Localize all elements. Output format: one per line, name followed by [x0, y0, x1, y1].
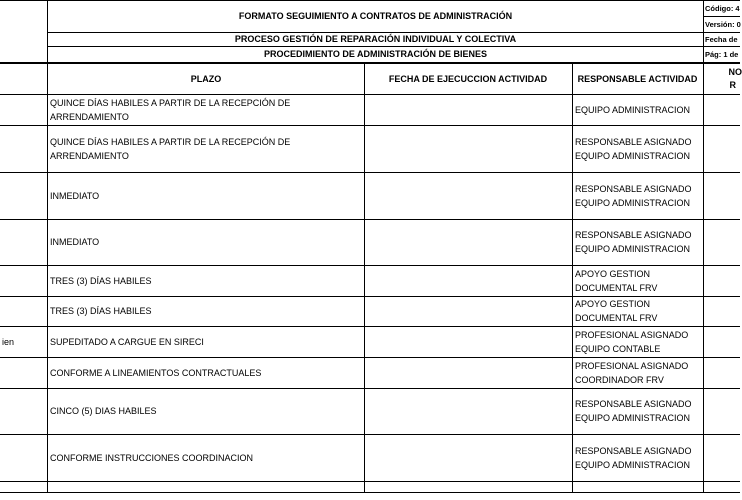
plazo-cell [48, 388, 364, 434]
responsable-cell [573, 388, 703, 434]
fecha-cell[interactable] [365, 357, 572, 388]
responsable-cell [573, 95, 703, 125]
fecha-cell[interactable] [365, 219, 572, 265]
responsable-line: PROFESIONAL ASIGNADO [575, 360, 689, 371]
responsable-line: RESPONSABLE ASIGNADO [575, 136, 692, 147]
col-header-cut-bottom: R [729, 80, 736, 90]
row-left-cell [0, 357, 47, 388]
plazo-line: INMEDIATO [50, 237, 100, 247]
fecha-cell[interactable] [365, 125, 572, 172]
plazo-cell [48, 125, 364, 172]
row-left-cell [0, 388, 47, 434]
row-left-cell [0, 265, 47, 296]
responsable-line: APOYO GESTION [575, 268, 651, 279]
row-left-cell [0, 219, 47, 265]
responsable-cell [573, 357, 703, 388]
responsable-line: APOYO GESTION [575, 299, 651, 309]
responsable-line: RESPONSABLE ASIGNADO [575, 445, 692, 456]
plazo-cell [48, 296, 364, 326]
row-left-cell [0, 172, 47, 219]
responsable-cell [573, 326, 703, 357]
responsable-cell [573, 434, 703, 481]
responsable-line: EQUIPO CONTABLE [575, 343, 661, 354]
fecha-cell[interactable] [365, 265, 572, 296]
meta-code: Código: 4 [705, 3, 740, 13]
plazo-line: CONFORME INSTRUCCIONES COORDINACION [50, 452, 254, 463]
plazo-line: SUPEDITADO A CARGUE EN SIRECI [50, 336, 204, 347]
plazo-line: CONFORME A LINEAMIENTOS CONTRACTUALES [50, 367, 262, 378]
responsable-line: PROFESIONAL ASIGNADO [575, 329, 689, 340]
fecha-cell[interactable] [365, 95, 572, 125]
plazo-line: ARRENDAMIENTO [50, 112, 129, 122]
meta-version: Versión: 0 [705, 19, 741, 29]
responsable-line: EQUIPO ADMINISTRACION [575, 413, 691, 423]
row-left-cell [0, 125, 47, 172]
plazo-line: CINCO (5) DIAS HABILES [50, 406, 157, 416]
fecha-cell[interactable] [365, 326, 572, 357]
row-left-cell [0, 95, 47, 125]
responsable-line: EQUIPO ADMINISTRACION [575, 150, 691, 161]
process-title: PROCESO GESTIÓN DE REPARACIÓN INDIVIDUAL Y COLECTIVA [234, 34, 517, 44]
plazo-cell [48, 265, 364, 296]
responsable-line: EQUIPO ADMINISTRACION [575, 197, 691, 208]
responsable-line: DOCUMENTAL FRV [575, 282, 658, 293]
plazo-line: QUINCE DÍAS HABILES A PARTIR DE LA RECEPCIÓN DE [50, 136, 291, 147]
responsable-cell [573, 125, 703, 172]
col-header-cut-top: NO [728, 67, 742, 77]
meta-date: Fecha de [705, 34, 738, 44]
responsable-cell [573, 172, 703, 219]
responsable-line: COORDINADOR FRV [575, 374, 664, 385]
col-header-plazo: PLAZO [190, 73, 222, 84]
responsable-line: EQUIPO ADMINISTRACION [575, 244, 691, 254]
plazo-cell [48, 326, 364, 357]
fecha-cell[interactable] [365, 388, 572, 434]
fecha-cell[interactable] [365, 172, 572, 219]
col-header-responsable: RESPONSABLE ACTIVIDAD [577, 73, 698, 84]
plazo-line: INMEDIATO [50, 190, 100, 201]
fecha-cell[interactable] [365, 296, 572, 326]
responsable-line: DOCUMENTAL FRV [575, 313, 658, 323]
plazo-line: TRES (3) DÍAS HABILES [50, 275, 152, 286]
responsable-line: RESPONSABLE ASIGNADO [575, 399, 692, 409]
meta-page: Pág: 1 de [705, 49, 739, 59]
responsable-cell [573, 219, 703, 265]
responsable-line: RESPONSABLE ASIGNADO [575, 230, 692, 240]
plazo-line: QUINCE DÍAS HABILES A PARTIR DE LA RECEPCIÓN DE [50, 98, 291, 108]
plazo-line: ARRENDAMIENTO [50, 150, 129, 161]
row-left-cell [0, 296, 47, 326]
responsable-cell [573, 296, 703, 326]
col-header-cut [703, 64, 740, 94]
responsable-line: EQUIPO ADMINISTRACION [575, 459, 691, 470]
responsable-cell [573, 265, 703, 296]
plazo-cell [48, 219, 364, 265]
fecha-cell[interactable] [365, 434, 572, 481]
plazo-cell [48, 172, 364, 219]
plazo-cell [48, 95, 364, 125]
row-left-cell [0, 434, 47, 481]
format-title: FORMATO SEGUIMIENTO A CONTRATOS DE ADMINISTRACIÓN [238, 11, 513, 21]
responsable-line: EQUIPO ADMINISTRACION [575, 105, 691, 115]
row-left-cell: ien [2, 336, 15, 347]
responsable-line: RESPONSABLE ASIGNADO [575, 183, 692, 194]
plazo-line: TRES (3) DÍAS HABILES [50, 306, 152, 316]
plazo-cell [48, 357, 364, 388]
procedure-title: PROCEDIMIENTO DE ADMINISTRACIÓN DE BIENES [263, 49, 488, 59]
plazo-cell [48, 434, 364, 481]
col-header-fecha: FECHA DE EJECUCCION ACTIVIDAD [388, 73, 548, 84]
